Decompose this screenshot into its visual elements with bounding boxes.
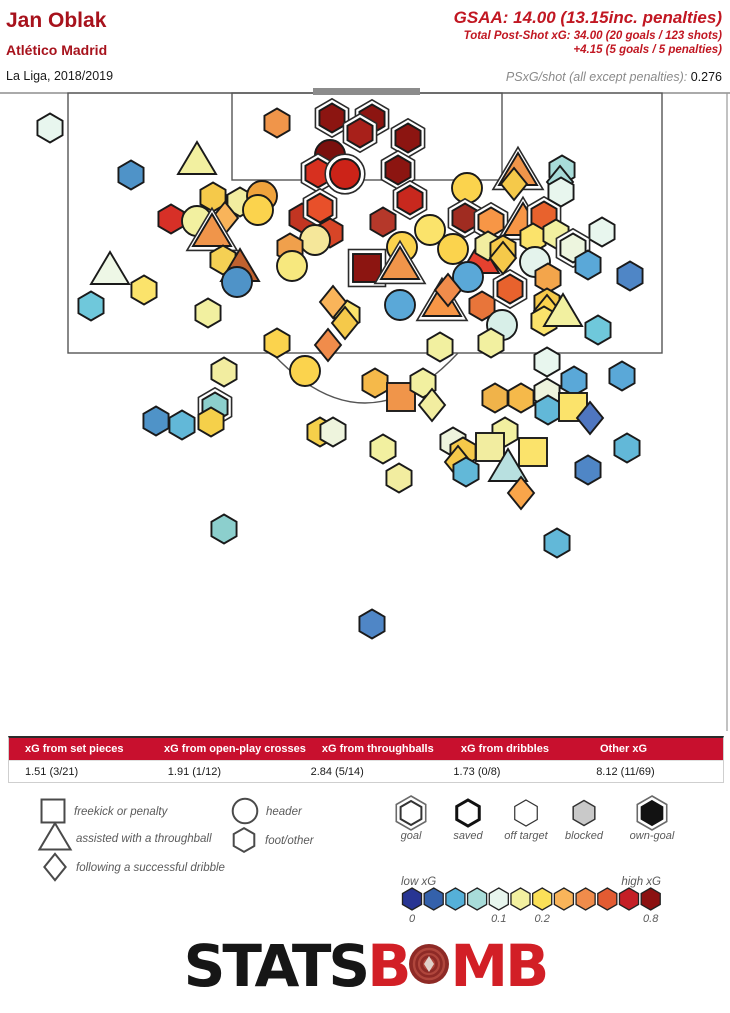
shot-marker [476, 433, 504, 461]
table-header-cell: xG from dribbles [460, 743, 549, 755]
xg-scale-hex [402, 888, 421, 910]
shot-marker [438, 234, 468, 264]
legend-label: assisted with a throughball [76, 833, 212, 845]
shot-marker [370, 435, 395, 464]
legend-label: goal [400, 830, 422, 842]
own-goal-outcome-icon [637, 796, 666, 830]
legend-label: header [266, 806, 302, 818]
xg-scale-hex [533, 888, 552, 910]
shot-marker [359, 610, 384, 639]
logo-mb-text: MB [450, 932, 547, 1000]
team-name: Atlético Madrid [6, 42, 108, 59]
table-header-cell: xG from open-play crosses [164, 743, 306, 755]
shot-marker [198, 408, 223, 437]
shot-marker [37, 114, 62, 143]
legend-label: own-goal [629, 830, 675, 842]
shot-marker [385, 290, 415, 320]
shot-marker [243, 195, 273, 225]
shot-marker [211, 358, 236, 387]
goal-mouth [313, 88, 420, 95]
shot-marker [277, 251, 307, 281]
shot-marker [370, 208, 395, 237]
shot-marker [535, 396, 560, 425]
triangle-legend-icon [39, 823, 70, 849]
shot-marker [195, 299, 220, 328]
legend-label: low xG [401, 876, 437, 888]
shot-marker [575, 456, 600, 485]
logo-b-text: B [367, 932, 409, 1000]
shot-marker [452, 173, 482, 203]
xg-scale-hex [424, 888, 443, 910]
hexagon-legend-icon [234, 828, 255, 852]
diamond-legend-icon [44, 854, 65, 880]
shot-marker [362, 369, 387, 398]
off-target-outcome-icon [515, 800, 538, 826]
circle-legend-icon [233, 799, 258, 824]
legend-label: high xG [621, 876, 661, 888]
shot-marker [264, 329, 289, 358]
shot-marker [290, 356, 320, 386]
table-value-cell: 8.12 (11/69) [596, 765, 655, 778]
xg-scale-hex [619, 888, 638, 910]
total-psxg-stat: Total Post-Shot xG: 34.00 (20 goals / 123 shots) [463, 30, 722, 42]
gsaa-stat: GSAA: 14.00 (13.15inc. penalties) [453, 8, 722, 27]
competition-season: La Liga, 2018/2019 [6, 69, 114, 84]
shot-marker [585, 316, 610, 345]
legend-label: 0.1 [491, 913, 507, 925]
legend-label: 0.2 [534, 913, 550, 925]
table-value-cell: 1.91 (1/12) [167, 765, 221, 778]
shot-marker [478, 329, 503, 358]
shot-marker [118, 161, 143, 190]
shot-marker [453, 458, 478, 487]
statsbomb-logo [0, 932, 730, 1000]
shot-marker [519, 438, 547, 466]
table-value-cell: 1.73 (0/8) [453, 765, 501, 778]
blocked-outcome-icon [573, 801, 595, 826]
shot-marker [91, 252, 129, 284]
legend-label: off target [504, 830, 548, 842]
logo-bomb-icon [406, 940, 452, 986]
penalties-stat: +4.15 (5 goals / 5 penalties) [573, 44, 722, 56]
goal-outcome-icon [396, 796, 425, 830]
shot-marker [143, 407, 168, 436]
shot-marker-goal [493, 270, 526, 308]
table-header-cell: xG from throughballs [321, 743, 434, 755]
shot-marker [211, 515, 236, 544]
shot-markers [37, 99, 642, 639]
shot-marker [222, 267, 252, 297]
shot-marker [544, 529, 569, 558]
xg-scale-hex [446, 888, 465, 910]
shot-marker [548, 178, 573, 207]
xg-scale-hex [554, 888, 573, 910]
psxg-per-shot-label: PSxG/shot (all except penalties): [505, 70, 688, 84]
xg-scale-hex [468, 888, 487, 910]
table-value-cell: 2.84 (5/14) [310, 765, 364, 778]
shot-marker [158, 205, 183, 234]
xg-breakdown-table [8, 736, 724, 783]
legend-label: 0.8 [643, 913, 659, 925]
table-header-cell: xG from set pieces [25, 743, 124, 755]
shot-marker [617, 262, 642, 291]
square-legend-icon [42, 800, 65, 823]
psxg-per-shot-number: 0.276 [690, 70, 722, 84]
shot-marker-goal [325, 154, 365, 194]
xg-scale-hex [576, 888, 595, 910]
shot-marker [315, 329, 341, 361]
shot-marker [169, 411, 194, 440]
xg-scale-hex [511, 888, 530, 910]
shot-marker [178, 142, 216, 174]
legend-label: 0 [408, 913, 416, 925]
shot-marker [300, 225, 330, 255]
shot-marker [508, 384, 533, 413]
xg-scale-hex [489, 888, 508, 910]
xg-scale-hex [641, 888, 660, 910]
legend-label: blocked [565, 830, 603, 842]
shot-marker [427, 333, 452, 362]
legend-label: saved [453, 830, 483, 842]
shot-marker [264, 109, 289, 138]
shot-marker [386, 464, 411, 493]
table-header-row [9, 738, 723, 760]
shot-marker [589, 218, 614, 247]
xg-scale-hex [598, 888, 617, 910]
shot-marker [482, 384, 507, 413]
table-value-row [9, 760, 723, 782]
shot-marker [561, 367, 586, 396]
legend-label: foot/other [265, 835, 314, 847]
shot-marker [131, 276, 156, 305]
logo-stats-text: STATS [183, 932, 368, 1000]
shot-marker [575, 251, 600, 280]
shot-marker [534, 348, 559, 377]
table-header-cell: Other xG [599, 743, 648, 755]
legend [0, 789, 730, 929]
shot-marker [78, 292, 103, 321]
table-value-cell: 1.51 (3/21) [25, 765, 79, 778]
saved-outcome-icon [457, 800, 480, 826]
shot-marker [614, 434, 639, 463]
legend-label: following a successful dribble [76, 862, 225, 874]
shot-marker [609, 362, 634, 391]
legend-label: freekick or penalty [74, 806, 168, 818]
player-name: Jan Oblak [6, 9, 107, 32]
shot-marker [320, 418, 345, 447]
